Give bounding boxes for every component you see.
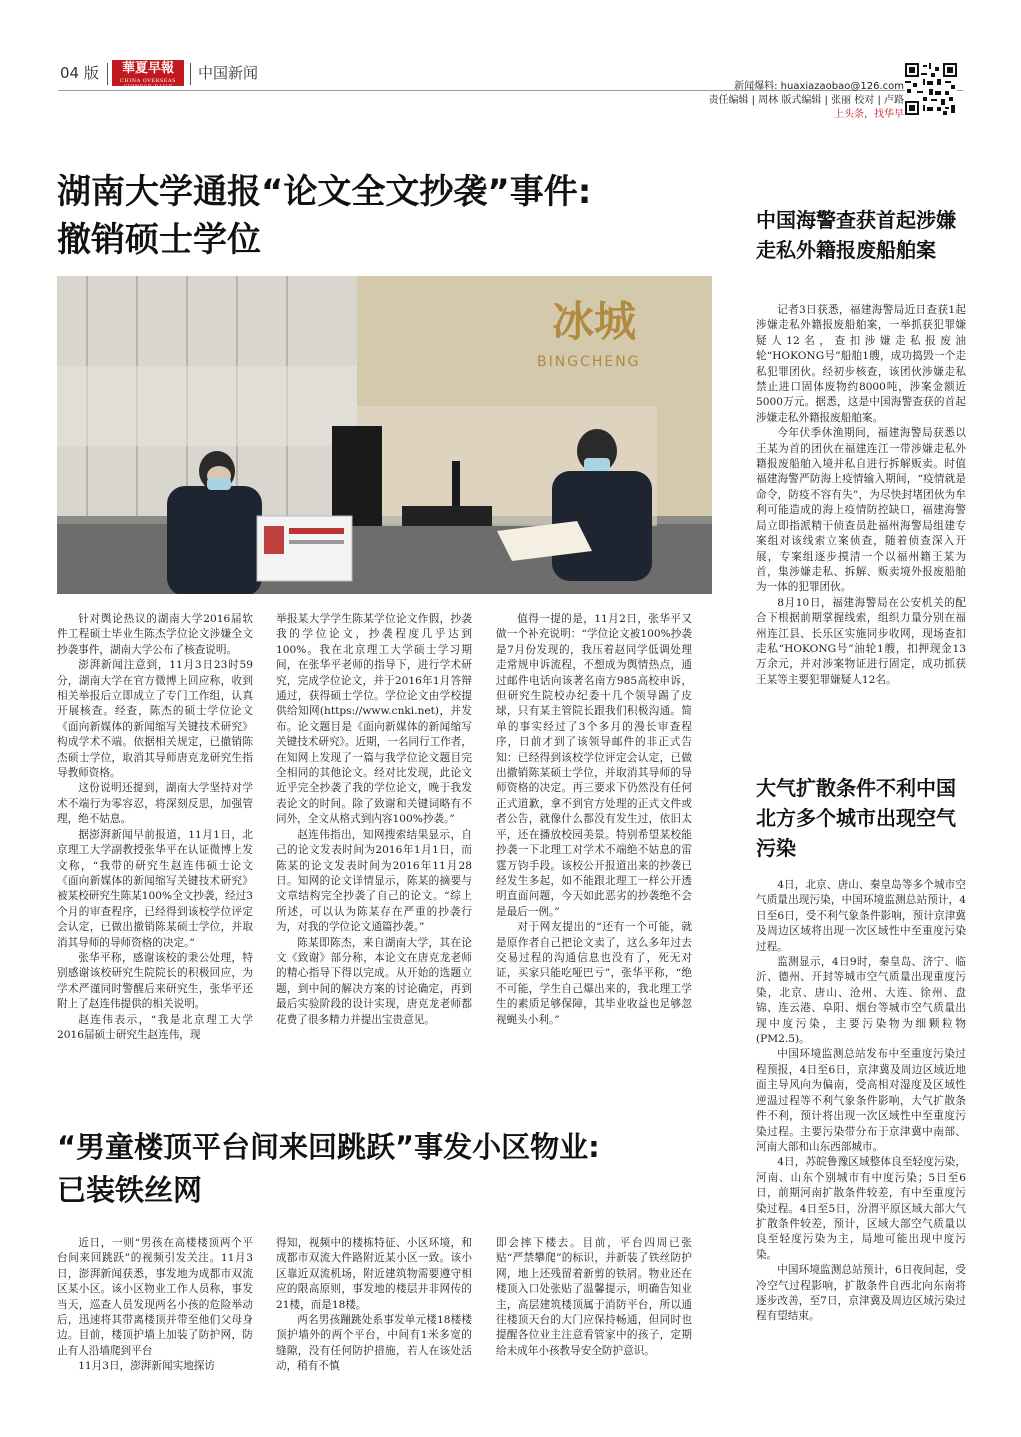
paragraph: 澎湃新闻注意到，11月3日23时59分，湖南大学在官方微博上回应称，收到相关举报后立即成立了专门工作组，认真开展核查。经查，陈杰的硕士学位论文《面向新媒体的新闻缩写关键技术研究》构成学术不端。依据相关规定，已撤销陈杰硕士学位，取消其导师唐克龙研究生指导教师资格。 xyxy=(57,659,253,780)
paragraph: 两名男孩蹦跳处系事发单元楼18楼楼顶护墙外的两个平台，中间有1米多宽的缝隙，没有任何防护措施，若人在该处活动，稍有不慎 xyxy=(276,1314,472,1373)
paragraph: 即会摔下楼去。目前，平台四周已张贴“严禁攀爬”的标识，并新装了铁丝防护网，地上还残留着新剪的铁屑。物业还在楼顶入口处张贴了温馨提示，明确告知业主，高层建筑楼顶属于消防平台，所以通往楼顶天台的大门应保持畅通，但同时也提醒各位业主注意看管家中的孩子，定期给未成年小孩教导安全防护意识。 xyxy=(496,1237,692,1357)
slogan: 上头条，找华早 xyxy=(834,109,904,120)
paragraph: 8月10日，福建海警局在公安机关的配合下根据前期掌握线索，组织力量分别在福州连江县、长乐区实施同步收网，现场查扣走私“HOKONG号”油轮1艘，扣押现金13万余元，并对涉案物证进行固定，成功抓获王某等主要犯罪嫌疑人12名。 xyxy=(756,596,966,686)
main-story-column-1 xyxy=(57,612,253,1043)
main-story-column-2 xyxy=(276,612,472,1028)
paragraph: 11月3日，澎湃新闻实地探访 xyxy=(78,1360,215,1373)
paragraph: 今年伏季休渔期间，福建海警局获悉以王某为首的团伙在福建连江一带涉嫌走私外籍报废船舶入境并私自进行拆解贩卖。时值福建海警严防海上疫情输入期间，“疫情就是命令，防疫不容有失”，为尽快封堵团伙为牟利可能造成的海上疫情防控缺口，福建海警局立即指派精干侦查员赴福州海警局组建专案组对该线索立案侦查，随着侦查深入开展，专案组逐步摸清一个以福州籍王某为首，集涉嫌走私、拆解、贩卖境外报废船舶为一体的犯罪团伙。 xyxy=(756,427,966,594)
paragraph: 赵连伟指出，知网搜索结果显示，自己的论文发表时间为2016年1月1日，而陈某的论文发表时间为2016年11月28日。知网的论文详情显示，陈某的摘要与文章结构完全抄袭了自己的论文。“综上所述，可以认为陈某存在严重的抄袭行为，对我的学位论文通篇抄袭。” xyxy=(276,828,472,934)
masthead-title: 華夏早報 xyxy=(121,61,174,76)
paragraph: 记者3日获悉，福建海警局近日查获1起涉嫌走私外籍报废船舶案，一举抓获犯罪嫌疑人12名，查扣涉嫌走私报废油轮“HOKONG号”船舶1艘，成功捣毁一个走私犯罪团伙。经初步核查，该团伙涉嫌走私禁止进口固体废物约8000吨，涉案金额近5000万元。据悉，这是中国海警查获的首起涉嫌走私外籍报废船舶案。 xyxy=(756,304,966,424)
paragraph: 据澎湃新闻早前报道，11月1日，北京理工大学副教授张华平在认证微博上发文称，“我带的研究生赵连伟硕士论文《面向新媒体的新闻缩写关键技术研究》被某校研究生陈某100%全文抄袭，经过3个月的审查程序，已经得到该校学位评定会认定，已做出撤销陈某硕士学位，并取消其导师的导师资格的决定。” xyxy=(57,828,253,949)
paragraph: 陈某即陈杰，来自湖南大学，其在论文《致谢》部分称，本论文在唐克龙老师的精心指导下得以完成。从开始的选题立题，到中间的解决方案的讨论确定，再到最后实验阶段的设计实现，唐克龙老师都花费了很多精力并提出宝贵意见。 xyxy=(276,936,472,1026)
paragraph: 监测显示，4日9时，秦皇岛、济宁、临沂、德州、开封等城市空气质量出现重度污染，北京、唐山、沧州、大连、徐州、盘锦、连云港、阜阳、烟台等城市空气质量出现中度污染，主要污染物为细颗粒物(PM2.5)。 xyxy=(756,956,966,1046)
bottom-headline-line-2: 已装铁丝网 xyxy=(57,1173,203,1207)
editors-credit: 责任编辑 | 周林 版式编辑 | 张丽 校对 | 卢路 xyxy=(708,95,904,106)
main-headline xyxy=(57,168,717,264)
header-divider xyxy=(190,63,191,85)
paragraph: 4日，苏皖鲁豫区域整体良至轻度污染，河南、山东个别城市有中度污染；5日至6日，前期河南扩散条件较差，有中至重度污染过程。4日至5日，汾渭平原区域大部大气扩散条件较差，预计，区域大部空气质量以良至轻度污染为主，局地可能出现中度污染。 xyxy=(756,1156,966,1261)
paragraph: 这份说明还提到，湖南大学坚持对学术不端行为零容忍，将深刻反思，加强管理，绝不姑息。 xyxy=(57,782,253,826)
paragraph: 举报某大学学生陈某学位论文作假，抄袭我的学位论文，抄袭程度几乎达到100%。我在北京理工大学硕士学习期间，在张华平老师的指导下，进行学术研究，完成学位论文，并于2016年1月答辩通过，获得硕士学位。学位论文由学校提供给知网(https://www.cnki.net)，并发布。论文题目是《面向新媒体的新闻缩写关键技术研究》。近期，一名同行工作者，在知网上发现了一篇与我学位论文题目完全相同的其他论文。经对比发现，此论文近乎完全抄袭了我的学位论文，晚于我发表论文的时间。除了致谢和关键词略有不同外，全文从格式到内容100%抄袭。” xyxy=(276,613,472,826)
side-story-1-body xyxy=(756,303,966,688)
bottom-headline xyxy=(57,1126,717,1212)
side-story-2-body xyxy=(756,878,966,1325)
paragraph: 针对舆论热议的湖南大学2016届软件工程硕士毕业生陈杰学位论文涉嫌全文抄袭事件，湖南大学公布了核查说明。 xyxy=(57,613,253,656)
bottom-headline-line-1: “男童楼顶平台间来回跳跃”事发小区物业: xyxy=(57,1130,600,1164)
paragraph: 值得一提的是，11月2日，张华平又做一个补充说明：“学位论文被100%抄袭是7月份发现的，我压着赵同学低调处理走常规申诉流程，不想成为舆情热点，通过邮件电话向该著名南方985高校申诉，但研究生院校办纪委十几个领导踢了皮球，只有某主管院长跟我们积极沟通。简单的事实经过了3个多月的漫长审查程序，日前才到了该领导邮件的非正式告知：已经得到该校学位评定会认定，已做出撤销陈某硕士学位，并取消其导师的导师资格的决定。再三要求下仍然没有任何正式道歉，拿不到官方处理的正式文件或者公告，就像什么都没有发生过，依旧太平，还在播放校园美景。特别希望某校能抄袭一下北理工对学术不端绝不姑息的雷霆万钧手段。该校公开报道出来的抄袭已经发生多起，如不能跟北理工一样公开透明直面问题，今天如此恶劣的抄袭绝不会是最后一例。” xyxy=(496,613,692,918)
sign-pinyin: BINGCHENG xyxy=(537,354,641,370)
paragraph: 赵连伟表示，“我是北京理工大学2016届硕士研究生赵连伟，现 xyxy=(57,1013,253,1041)
bottom-story-column-3 xyxy=(496,1236,692,1359)
qr-code-icon[interactable] xyxy=(905,63,957,115)
side-story-2-headline: 大气扩散条件不利中国北方多个城市出现空气污染 xyxy=(756,776,956,860)
masthead-subtitle: CHINA OVERSEAS CHINESE DAILY xyxy=(120,78,176,90)
news-photo xyxy=(57,276,712,594)
paragraph: 得知，视频中的楼栋特征、小区环境，和成都市双流大件路附近某小区一致。该小区靠近双流机场，附近建筑物需要遵守相应的限高原则，事发地的楼层并非网传的21楼，而是18楼。 xyxy=(276,1237,472,1311)
paragraph: 近日，一则“男孩在高楼楼顶两个平台间来回跳跃”的视频引发关注。11月3日，澎湃新闻获悉，事发地为成都市双流区某小区。该小区物业工作人员称，事发当天，巡查人员发现两名小孩的危险举动后，迅速将其带离楼顶并带至他们父母身边。目前，楼顶护墙上加装了防护网，防止有人沿墙爬到平台 xyxy=(57,1237,253,1357)
paragraph: 4日，北京、唐山、秦皇岛等多个城市空气质量出现污染，中国环境监测总站预计，4日至6日，受不利气象条件影响，预计京津冀及周边区域将出现一次区域性中至重度污染过程。 xyxy=(756,879,966,953)
paragraph: 中国环境监测总站预计，6日夜间起，受冷空气过程影响，扩散条件自西北向东南将逐步改善，至7日，京津冀及周边区域污染过程有望结束。 xyxy=(756,1264,966,1323)
section-title: 中国新闻 xyxy=(198,64,259,82)
main-headline-line-1: 湖南大学通报“论文全文抄袭”事件: xyxy=(57,172,592,212)
paragraph: 对于网友提出的“还有一个可能，就是原作者自己把论文卖了，这么多年过去交易过程的沟通信息也没有了，死无对证，买家只能吃哑巴亏”，张华平称，“绝不可能，学生自己爆出来的，我北理工学生的素质足够保障，其毕业收益也足够忽视蝇头小利。” xyxy=(496,921,692,1026)
main-story-column-3 xyxy=(496,612,692,1028)
page-number: 04 版 xyxy=(60,64,99,82)
main-headline-line-2: 撤销硕士学位 xyxy=(57,220,261,260)
bottom-story-column-2 xyxy=(276,1236,472,1375)
masthead-logo xyxy=(112,60,184,90)
paragraph: 张华平称，感谢该校的秉公处理，特别感谢该校研究生院院长的积极回应，为学术严谨同时警醒后来研究生，张华平还附上了赵连伟提供的相关说明。 xyxy=(57,951,253,1011)
sign-text: 冰城 xyxy=(552,297,637,346)
bottom-story-column-1 xyxy=(57,1236,253,1375)
header-divider xyxy=(107,63,108,85)
paragraph: 中国环境监测总站发布中至重度污染过程预报，4日至6日，京津冀及周边区域近地面主导风向为偏南，受高相对湿度及区域性逆温过程等不利气象条件影响，大气扩散条件不利，预计将出现一次区域性中至重度污染过程。主要污染带分布于京津冀中南部、河南大部和山东西部城市。 xyxy=(756,1048,966,1153)
side-story-1-headline: 中国海警查获首起涉嫌走私外籍报废船舶案 xyxy=(756,208,956,262)
hotline: 新闻爆料: huaxiazaobao@126.com xyxy=(734,81,904,92)
